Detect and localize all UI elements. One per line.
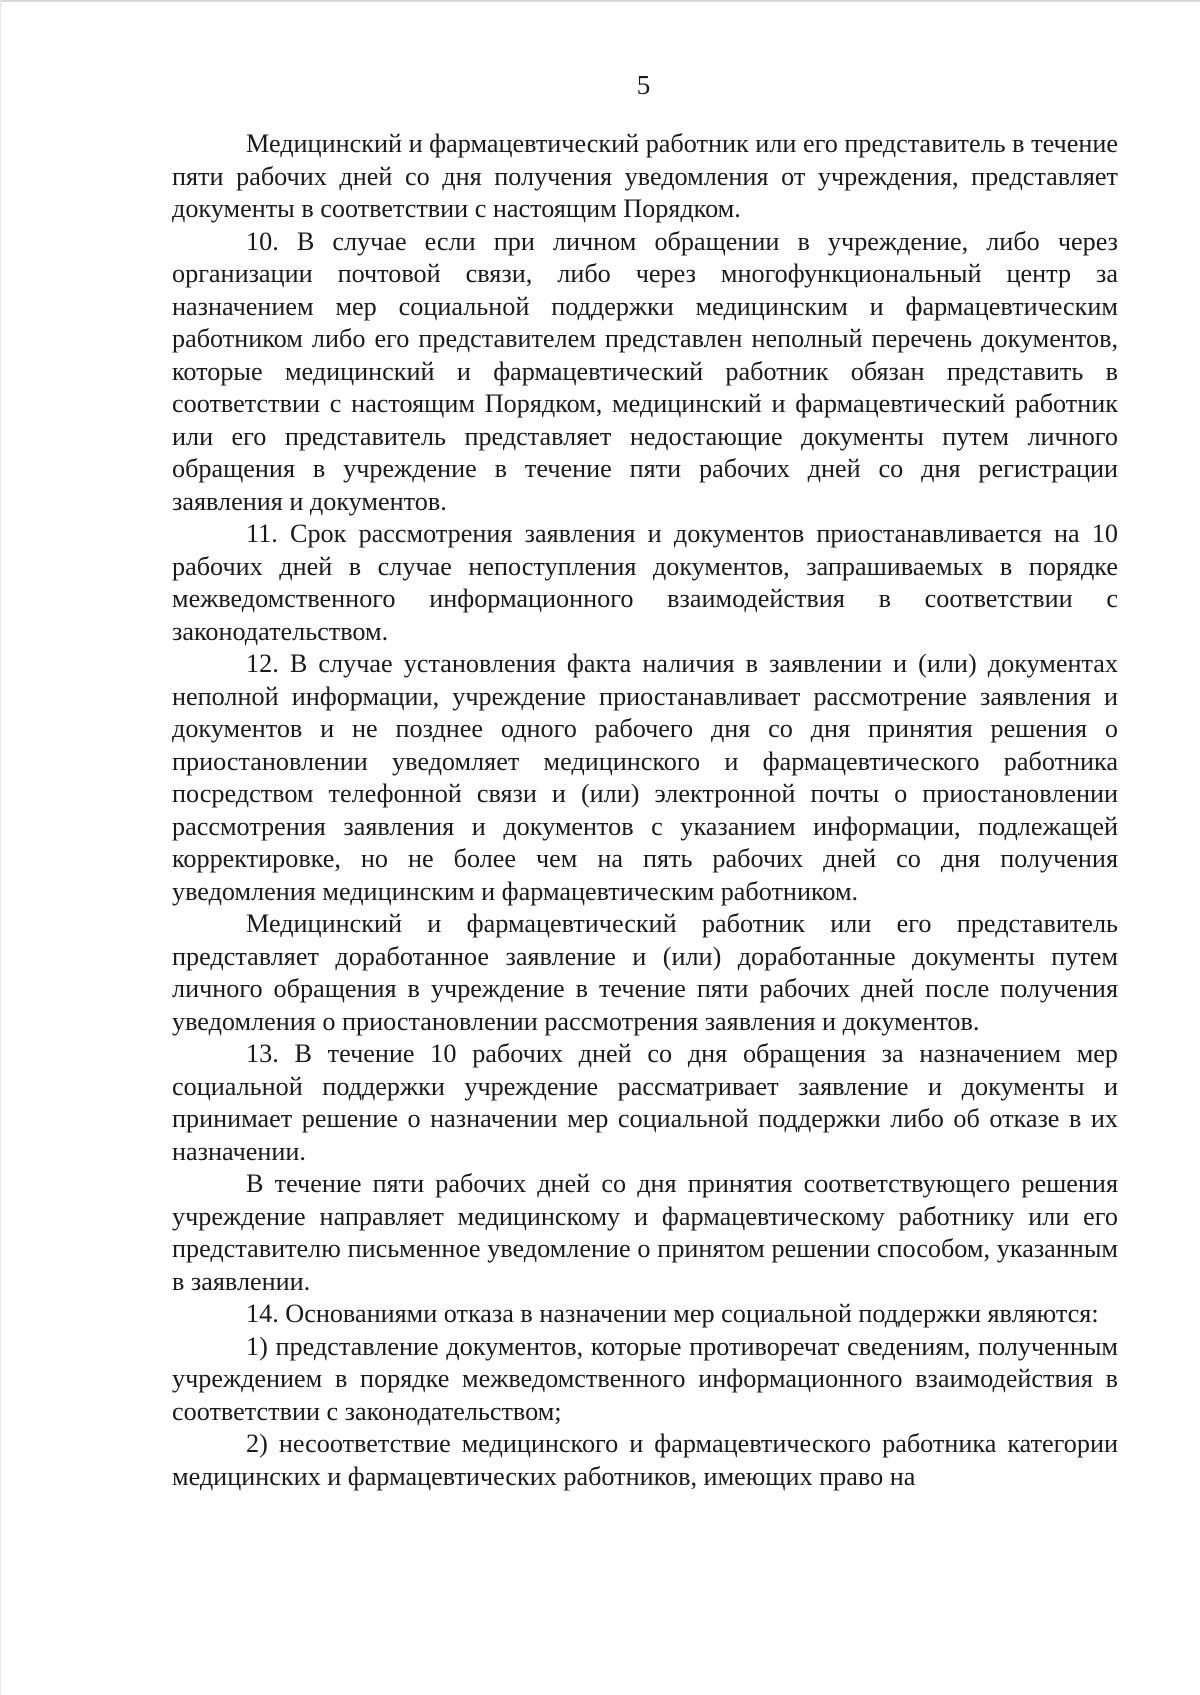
paragraph-item-10: 10. В случае если при личном обращении в учреждение, либо через организации почтовой связи, либо через многофункциональный центр за назначением мер социальной поддержки медицинским и фармацевтическим работником либо его представителем представлен неполный перечень документов, которые медицинский и фармацевтический работник обязан представить в соответствии с настоящим Порядком, медицинский и фармацевтический работник или его представитель представляет недостающие документы путем личного обращения в учреждение в течение пяти рабочих дней со дня регистрации заявления и документов. (172, 226, 1118, 516)
paragraph-item-11: 11. Срок рассмотрения заявления и документов приостанавливается на 10 рабочих дней в случае непоступления документов, запрашиваемых в порядке межведомственного информационного взаимодействия в соответствии с законодательством. (172, 519, 1118, 646)
paragraph-notification: В течение пяти рабочих дней со дня принятия соответствующего решения учреждение направляет медицинскому и фармацевтическому работнику или его представителю письменное уведомление о принятом решении способом, указанным в заявлении. (172, 1169, 1118, 1296)
document-body (172, 128, 1118, 1493)
paragraph-item-13: 13. В течение 10 рабочих дней со дня обращения за назначением мер социальной поддержки учреждение рассматривает заявление и документы и принимает решение о назначении мер социальной поддержки либо об отказе в их назначении. (172, 1039, 1118, 1166)
paragraph-representative-documents: Медицинский и фармацевтический работник или его представитель в течение пяти рабочих дней со дня получения уведомления от учреждения, представляет документы в соответствии с настоящим Порядком. (172, 129, 1118, 223)
paragraph-revised-documents: Медицинский и фармацевтический работник или его представитель представляет доработанное заявление и (или) доработанные документы путем личного обращения в учреждение в течение пяти рабочих дней после получения уведомления о приостановлении рассмотрения заявления и документов. (172, 909, 1118, 1036)
scan-top-edge (0, 0, 1200, 2)
paragraph-item-14: 14. Основаниями отказа в назначении мер социальной поддержки являются: (246, 1299, 1099, 1328)
scan-left-edge (0, 0, 1, 1695)
page-number: 5 (636, 70, 651, 100)
paragraph-item-14-1: 1) представление документов, которые противоречат сведениям, полученным учреждением в порядке межведомственного информационного взаимодействия в соответствии с законодательством; (172, 1331, 1118, 1426)
paragraph-item-14-2: 2) несоответствие медицинского и фармацевтического работника категории медицинских и фармацевтических работников, имеющих право на (172, 1429, 1118, 1491)
paragraph-item-12: 12. В случае установления факта наличия в заявлении и (или) документах неполной информации, учреждение приостанавливает рассмотрение заявления и документов и не позднее одного рабочего дня со дня принятия решения о приостановлении уведомляет медицинского и фармацевтического работника посредством телефонной связи и (или) электронной почты о приостановлении рассмотрения заявления и документов с указанием информации, подлежащей корректировке, но не более чем на пять рабочих дней со дня получения уведомления медицинским и фармацевтическим работником. (172, 649, 1118, 906)
